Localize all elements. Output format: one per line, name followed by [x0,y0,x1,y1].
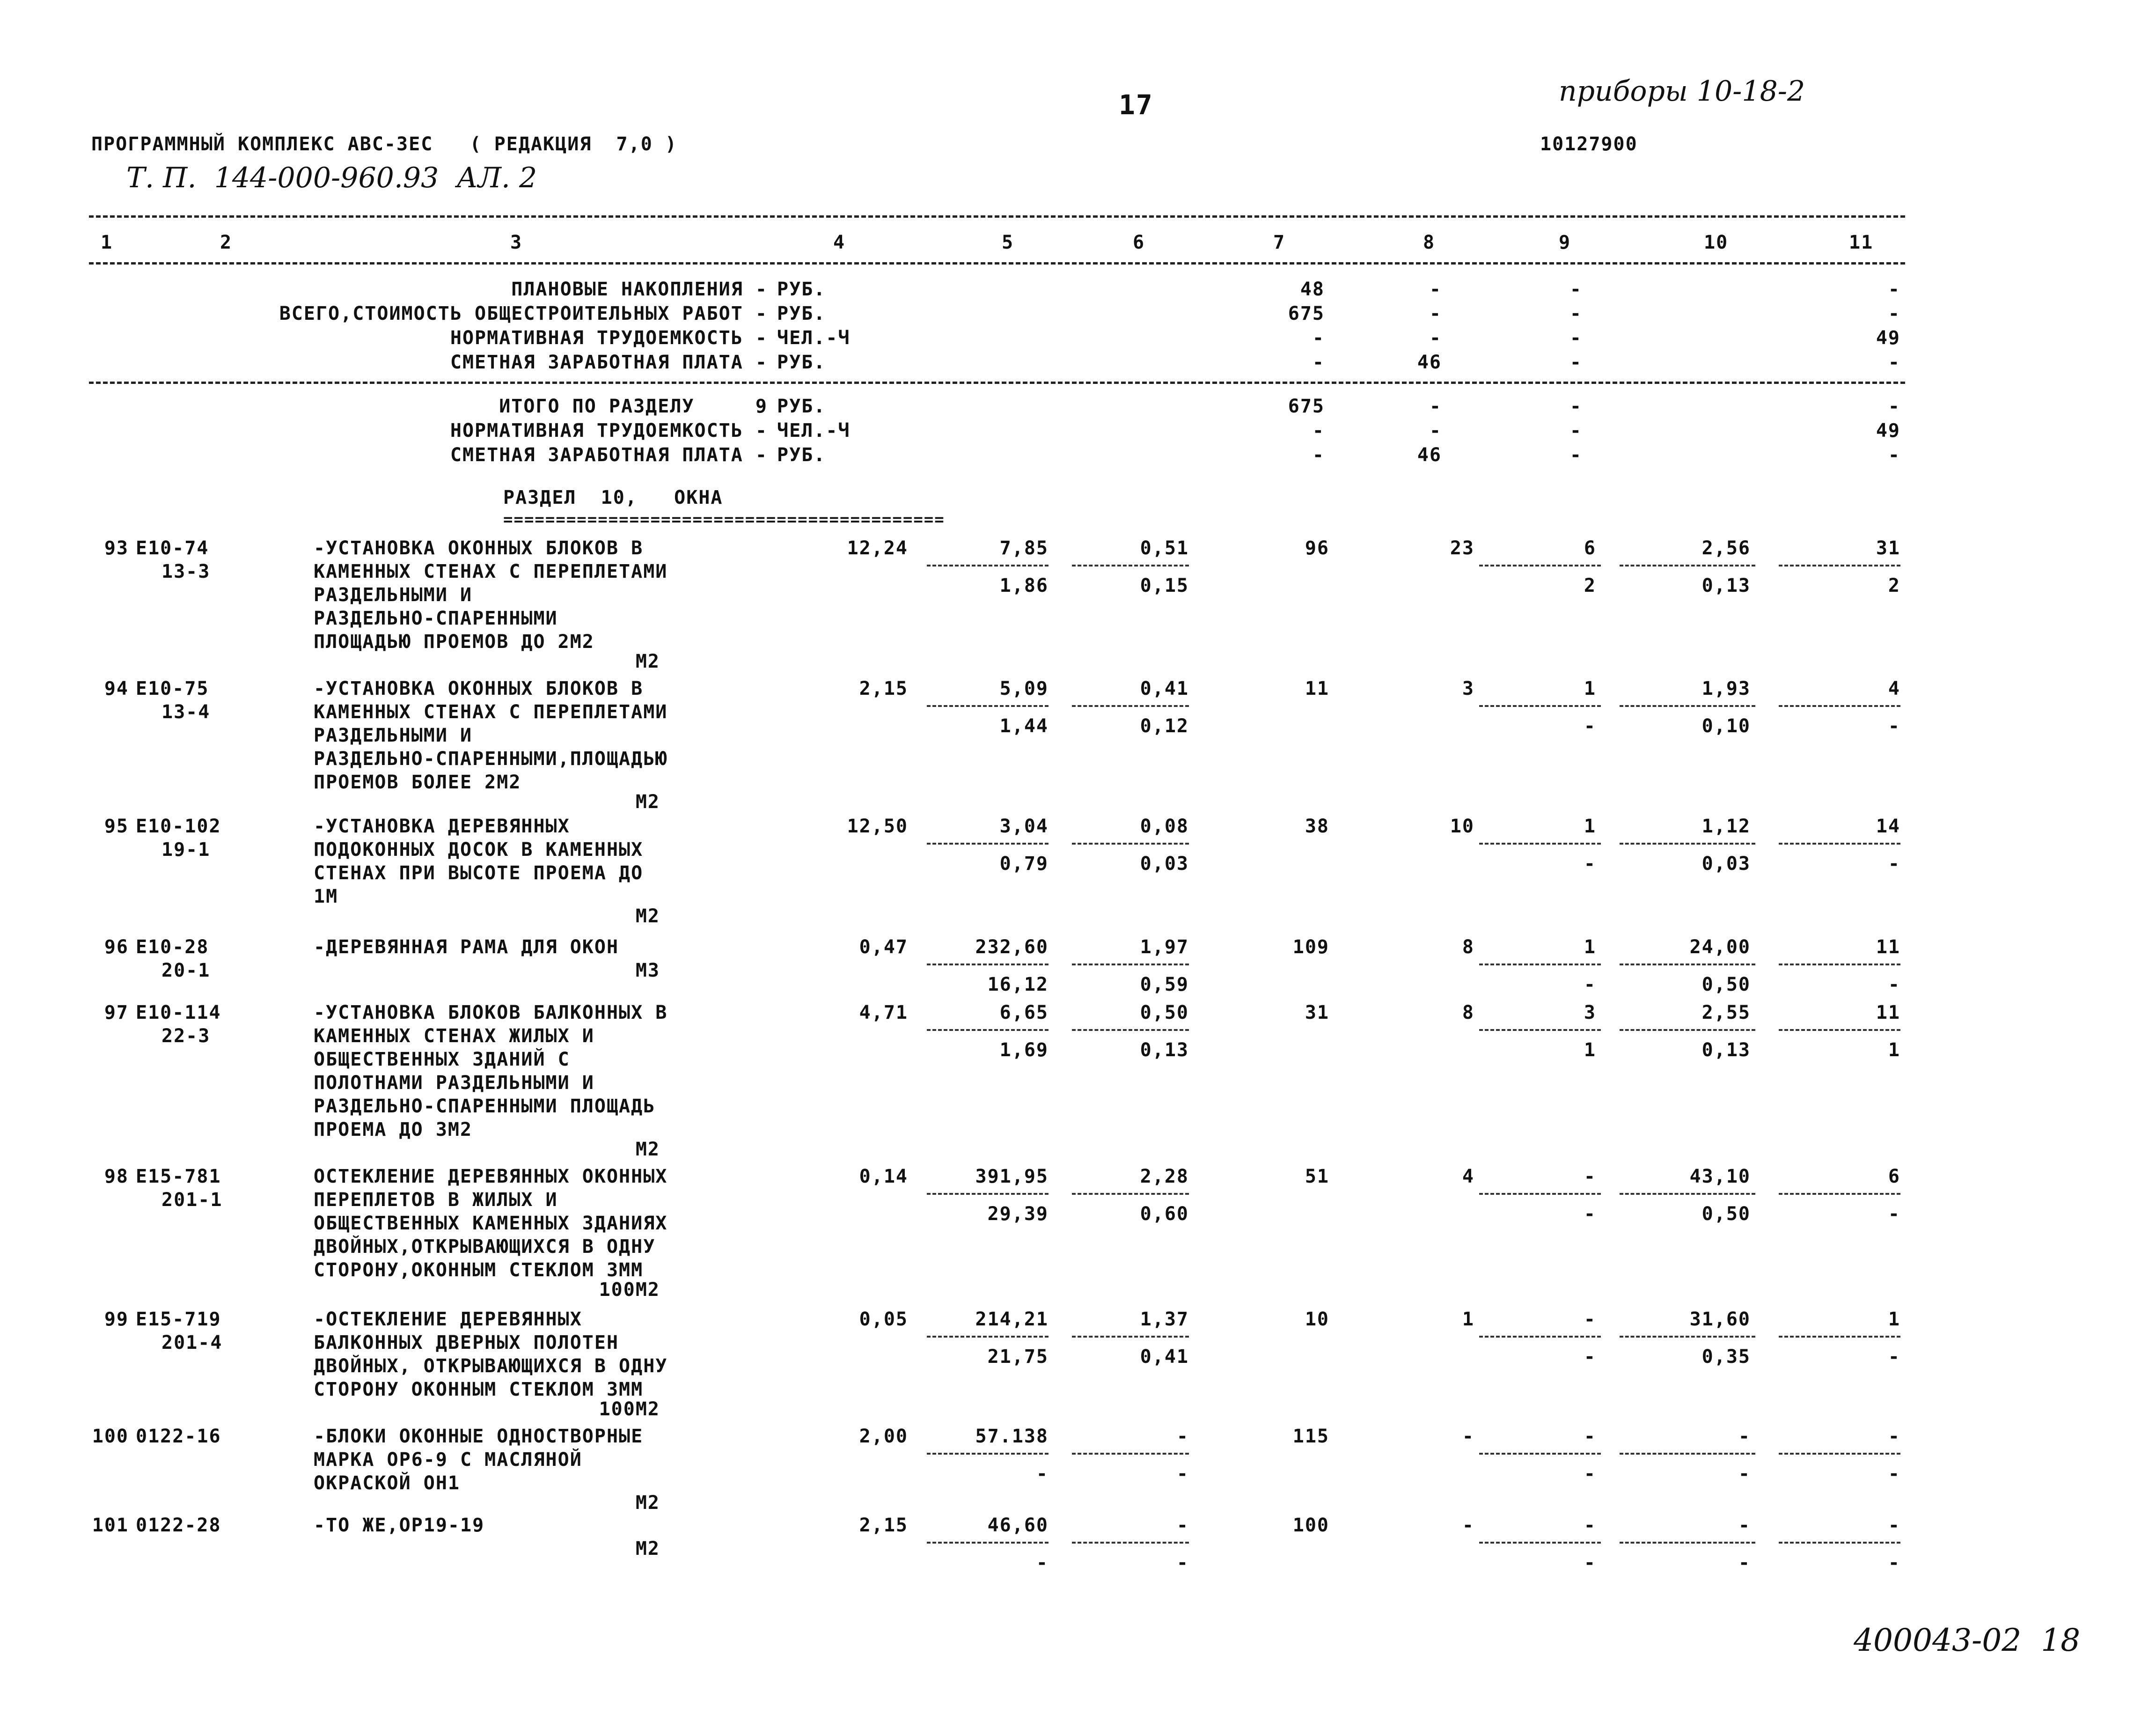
item-machine-wage: 0,60 [1140,1203,1189,1225]
item-quantity: 0,05 [859,1309,908,1330]
fraction-line [1072,964,1189,965]
item-col10-sub: 0,10 [1701,715,1751,737]
item-unit: М2 [635,1538,660,1560]
summary_section-col9: - [1569,303,1582,324]
item-unit: М3 [635,960,660,981]
item-quantity: 2,15 [859,1515,908,1536]
item-unit-wage: 1,69 [999,1039,1049,1061]
item-description-line: ПЛОЩАДЬЮ ПРОЕМОВ ДО 2М2 [314,631,594,653]
fraction-line [927,964,1049,965]
item-col9: 3 [1584,1002,1596,1023]
item-description-line: РАЗДЕЛЬНО-СПАРЕННЫМИ [314,608,558,629]
fraction-line [1779,565,1900,566]
fraction-line [1779,1336,1900,1338]
summary_section-col8: 46 [1417,352,1442,373]
item-description-line: ПЕРЕПЛЕТОВ В ЖИЛЫХ И [314,1189,558,1211]
item-col11: 11 [1876,936,1900,958]
item-code: 0122-16 [136,1426,221,1447]
item-col9: 6 [1584,537,1596,559]
item-description-line: -ОСТЕКЛЕНИЕ ДЕРЕВЯННЫХ [314,1309,582,1330]
item-col11: 4 [1888,678,1900,699]
item-unit: М2 [635,791,660,813]
total_section-label: НОРМАТИВНАЯ ТРУДОЕМКОСТЬ - [450,420,768,441]
total_section-col8: - [1429,396,1442,417]
item-machine-wage: 0,41 [1140,1346,1189,1368]
doc-code: 10127900 [1540,133,1638,155]
summary_section-unit: ЧЕЛ.-Ч [777,327,851,349]
item-col11-sub: - [1888,974,1900,995]
item-col9-sub: - [1584,1552,1596,1574]
column-number: 7 [1273,232,1286,253]
item-unit-cost: 391,95 [975,1166,1049,1187]
item-description-line: ОБЩЕСТВЕННЫХ ЗДАНИЙ С [314,1049,570,1070]
item-col9-sub: 2 [1584,575,1596,596]
total_section-col9: - [1569,420,1582,441]
item-quantity: 2,15 [859,678,908,699]
item-description-line: КАМЕННЫХ СТЕНАХ С ПЕРЕПЛЕТАМИ [314,561,668,582]
item-col8: 4 [1462,1166,1474,1187]
item-col11-sub: - [1888,715,1900,737]
item-col8: 8 [1462,936,1474,958]
item-col11-sub: - [1888,1203,1900,1225]
summary_section-col8: - [1429,303,1442,324]
item-col10: 2,55 [1701,1002,1751,1023]
item-col9: - [1584,1515,1596,1536]
summary_section-unit: РУБ. [777,303,826,324]
item-col10: - [1738,1515,1751,1536]
item-unit-cost: 57.138 [975,1426,1049,1447]
column-number: 6 [1133,232,1145,253]
item-col9: - [1584,1426,1596,1447]
item-unit: М2 [635,651,660,672]
fraction-line [927,1542,1049,1544]
item-machine-cost: 1,97 [1140,936,1189,958]
fraction-line [927,843,1049,845]
item-code: Е10-28 [136,936,209,958]
item-description-line: ДВОЙНЫХ, ОТКРЫВАЮЩИХСЯ В ОДНУ [314,1355,668,1377]
summary_section-unit: РУБ. [777,352,826,373]
item-col11-sub: - [1888,1463,1900,1485]
summary_section-col11: - [1888,303,1900,324]
summary_section-col8: - [1429,327,1442,349]
item-unit: 100М2 [599,1398,660,1420]
item-unit-wage: 1,86 [999,575,1049,596]
item-code: Е15-781 [136,1166,221,1187]
item-code: 0122-28 [136,1515,221,1536]
total_section-col8: - [1429,420,1442,441]
item-total-cost: 31 [1305,1002,1329,1023]
fraction-line [1620,843,1755,845]
column-number: 9 [1559,232,1571,253]
fraction-line [927,1029,1049,1031]
column-number: 11 [1849,232,1874,253]
fraction-line [1620,705,1755,707]
item-col10: 1,93 [1701,678,1751,699]
total_section-unit: РУБ. [777,444,826,466]
item-quantity: 2,00 [859,1426,908,1447]
item-col11: 1 [1888,1309,1900,1330]
item-unit-cost: 5,09 [999,678,1049,699]
column-number: 2 [220,232,233,253]
item-description-line: ПРОЕМОВ БОЛЕЕ 2М2 [314,772,521,793]
tp-line: Т. П. 144-000-960.93 АЛ. 2 [126,162,537,194]
item-col10: 24,00 [1689,936,1751,958]
summary_section-col11: 49 [1876,327,1900,349]
header-rule-bottom [89,262,1905,265]
fraction-line [1779,1193,1900,1195]
summary_section-col7: 48 [1300,279,1325,300]
total_section-label: СМЕТНАЯ ЗАРАБОТНАЯ ПЛАТА - [450,444,768,466]
item-unit-wage: 21,75 [987,1346,1049,1368]
fraction-line [927,1453,1049,1455]
item-description-line: СТОРОНУ,ОКОННЫМ СТЕКЛОМ 3ММ [314,1259,644,1281]
fraction-line [1072,1336,1189,1338]
item-quantity: 12,50 [847,816,908,837]
fraction-line [1072,1029,1189,1031]
item-machine-wage: 0,59 [1140,974,1189,995]
fraction-line [1779,843,1900,845]
item-description-line: ОКРАСКОЙ ОН1 [314,1472,460,1494]
item-quantity: 0,47 [859,936,908,958]
item-col9: 1 [1584,816,1596,837]
program-line: ПРОГРАММНЫЙ КОМПЛЕКС АВС-3ЕС ( РЕДАКЦИЯ 7,0 ) [91,133,677,155]
summary_section-col9: - [1569,279,1582,300]
item-col8: - [1462,1426,1474,1447]
summary_section-label: ВСЕГО,СТОИМОСТЬ ОБЩЕСТРОИТЕЛЬНЫХ РАБОТ - [279,303,768,324]
item-code: Е10-102 [136,816,221,837]
item-col10: 1,12 [1701,816,1751,837]
item-col8: 8 [1462,1002,1474,1023]
item-quantity: 4,71 [859,1002,908,1023]
fraction-line [1072,1193,1189,1195]
item-col10: 43,10 [1689,1166,1751,1187]
item-machine-cost: 0,50 [1140,1002,1189,1023]
item-description-line: БАЛКОННЫХ ДВЕРНЫХ ПОЛОТЕН [314,1332,619,1354]
item-unit-wage: - [1036,1463,1049,1485]
item-unit: М2 [635,1492,660,1514]
item-col8: 1 [1462,1309,1474,1330]
item-machine-cost: - [1176,1426,1189,1447]
item-col9: - [1584,1309,1596,1330]
summary_section-col8: - [1429,279,1442,300]
summary_section-col7: 675 [1288,303,1325,324]
summary-rule [89,382,1905,384]
item-col9-sub: - [1584,1346,1596,1368]
fraction-line [1479,843,1601,845]
item-col9-sub: - [1584,1203,1596,1225]
item-number: 100 [92,1426,129,1447]
item-number: 99 [104,1309,129,1330]
item-col11: 31 [1876,537,1900,559]
fraction-line [1620,1453,1755,1455]
section-underline: ========================================== [503,510,945,529]
fraction-line [1479,1193,1601,1195]
fraction-line [1072,1542,1189,1544]
section-title: РАЗДЕЛ 10, ОКНА [503,487,723,508]
item-description-line: КАМЕННЫХ СТЕНАХ ЖИЛЫХ И [314,1025,594,1047]
item-machine-wage: 0,03 [1140,853,1189,875]
item-col10-sub: - [1738,1552,1751,1574]
total_section-col8: 46 [1417,444,1442,466]
total_section-col7: - [1312,420,1325,441]
total_section-col11: - [1888,444,1900,466]
item-description-line: МАРКА ОР6-9 С МАСЛЯНОЙ [314,1449,582,1471]
item-col10-sub: 0,03 [1701,853,1751,875]
item-machine-cost: 1,37 [1140,1309,1189,1330]
item-total-cost: 109 [1292,936,1329,958]
item-unit-cost: 214,21 [975,1309,1049,1330]
item-col8: - [1462,1515,1474,1536]
fraction-line [1779,1542,1900,1544]
item-unit-wage: - [1036,1552,1049,1574]
item-description-line: -УСТАНОВКА ОКОННЫХ БЛОКОВ В [314,678,644,699]
fraction-line [1620,565,1755,566]
item-total-cost: 96 [1305,537,1329,559]
column-number: 3 [510,232,523,253]
item-total-cost: 38 [1305,816,1329,837]
column-number: 4 [833,232,846,253]
item-description-line: -БЛОКИ ОКОННЫЕ ОДНОСТВОРНЫЕ [314,1426,644,1447]
item-number: 97 [104,1002,129,1023]
item-col11: - [1888,1426,1900,1447]
total_section-col9: - [1569,396,1582,417]
item-unit: М2 [635,1139,660,1160]
item-description-line: ПРОЕМА ДО 3М2 [314,1119,473,1140]
item-quantity: 12,24 [847,537,908,559]
header-rule-top [89,215,1905,218]
item-machine-cost: 2,28 [1140,1166,1189,1187]
item-code-sub: 22-3 [161,1025,211,1047]
handwritten-note-top: приборы 10-18-2 [1559,75,1805,108]
summary_section-col7: - [1312,352,1325,373]
item-unit-cost: 6,65 [999,1002,1049,1023]
item-col11: 14 [1876,816,1900,837]
item-col11: 11 [1876,1002,1900,1023]
item-col11: - [1888,1515,1900,1536]
fraction-line [1479,1542,1601,1544]
item-col11: 6 [1888,1166,1900,1187]
item-description-line: -УСТАНОВКА БЛОКОВ БАЛКОННЫХ В [314,1002,668,1023]
item-description-line: -ТО ЖЕ,ОР19-19 [314,1515,485,1536]
fraction-line [927,1193,1049,1195]
item-col9-sub: 1 [1584,1039,1596,1061]
item-machine-cost: - [1176,1515,1189,1536]
item-col8: 3 [1462,678,1474,699]
item-col9-sub: - [1584,853,1596,875]
item-machine-wage: 0,15 [1140,575,1189,596]
column-number: 1 [101,232,113,253]
total_section-col11: 49 [1876,420,1900,441]
item-col10: - [1738,1426,1751,1447]
item-description-line: ПОЛОТНАМИ РАЗДЕЛЬНЫМИ И [314,1072,594,1094]
item-description-line: -УСТАНОВКА ОКОННЫХ БЛОКОВ В [314,537,644,559]
fraction-line [927,565,1049,566]
page-number: 17 [1119,89,1153,121]
item-col9-sub: - [1584,1463,1596,1485]
fraction-line [1779,1453,1900,1455]
column-number: 8 [1423,232,1436,253]
column-number: 10 [1704,232,1729,253]
item-col10-sub: 0,35 [1701,1346,1751,1368]
item-description-line: -ДЕРЕВЯННАЯ РАМА ДЛЯ ОКОН [314,936,619,958]
item-unit-cost: 3,04 [999,816,1049,837]
item-code-sub: 20-1 [161,960,211,981]
item-code-sub: 19-1 [161,839,211,861]
summary_section-col11: - [1888,352,1900,373]
item-number: 95 [104,816,129,837]
item-col11-sub: 1 [1888,1039,1900,1061]
item-col10-sub: - [1738,1463,1751,1485]
item-description-line: 1М [314,886,338,907]
fraction-line [1620,1193,1755,1195]
fraction-line [1620,1029,1755,1031]
item-col10-sub: 0,50 [1701,974,1751,995]
item-code: Е10-114 [136,1002,221,1023]
item-total-cost: 11 [1305,678,1329,699]
item-machine-wage: - [1176,1552,1189,1574]
item-description-line: ПОДОКОННЫХ ДОСОК В КАМЕННЫХ [314,839,644,861]
item-number: 96 [104,936,129,958]
fraction-line [1779,964,1900,965]
item-machine-cost: 0,51 [1140,537,1189,559]
item-description-line: ОБЩЕСТВЕННЫХ КАМЕННЫХ ЗДАНИЯХ [314,1213,668,1234]
item-number: 94 [104,678,129,699]
item-col8: 23 [1450,537,1474,559]
item-col9: - [1584,1166,1596,1187]
item-unit-wage: 16,12 [987,974,1049,995]
item-unit-wage: 0,79 [999,853,1049,875]
fraction-line [927,1336,1049,1338]
item-code: Е15-719 [136,1309,221,1330]
item-code: Е10-75 [136,678,209,699]
item-unit-cost: 46,60 [987,1515,1049,1536]
item-col10-sub: 0,50 [1701,1203,1751,1225]
total_section-unit: ЧЕЛ.-Ч [777,420,851,441]
fraction-line [1779,705,1900,707]
item-description-line: РАЗДЕЛЬНЫМИ И [314,584,473,606]
summary_section-col9: - [1569,352,1582,373]
item-description-line: СТОРОНУ ОКОННЫМ СТЕКЛОМ 3ММ [314,1379,644,1400]
item-description-line: РАЗДЕЛЬНЫМИ И [314,725,473,746]
total_section-unit: РУБ. [777,396,826,417]
item-code-sub: 201-4 [161,1332,223,1354]
item-col11-sub: - [1888,1346,1900,1368]
item-col11-sub: - [1888,853,1900,875]
item-unit-cost: 232,60 [975,936,1049,958]
summary_section-label: НОРМАТИВНАЯ ТРУДОЕМКОСТЬ - [450,327,768,349]
fraction-line [1479,705,1601,707]
item-description-line: РАЗДЕЛЬНО-СПАРЕННЫМИ,ПЛОЩАДЬЮ [314,748,668,770]
fraction-line [1479,964,1601,965]
item-col10-sub: 0,13 [1701,1039,1751,1061]
item-description-line: -УСТАНОВКА ДЕРЕВЯННЫХ [314,816,570,837]
item-machine-wage: 0,13 [1140,1039,1189,1061]
item-code-sub: 201-1 [161,1189,223,1211]
summary_section-label: ПЛАНОВЫЕ НАКОПЛЕНИЯ - [511,279,768,300]
item-unit: 100М2 [599,1279,660,1301]
total_section-label: ИТОГО ПО РАЗДЕЛУ 9 [499,396,768,417]
summary_section-col7: - [1312,327,1325,349]
item-unit-cost: 7,85 [999,537,1049,559]
item-col10: 31,60 [1689,1309,1751,1330]
item-machine-cost: 0,08 [1140,816,1189,837]
item-col10-sub: 0,13 [1701,575,1751,596]
total_section-col7: 675 [1288,396,1325,417]
item-col9: 1 [1584,936,1596,958]
item-col9-sub: - [1584,974,1596,995]
summary_section-col11: - [1888,279,1900,300]
item-col10: 2,56 [1701,537,1751,559]
item-col8: 10 [1450,816,1474,837]
fraction-line [1072,1453,1189,1455]
item-description-line: ДВОЙНЫХ,ОТКРЫВАЮЩИХСЯ В ОДНУ [314,1236,656,1258]
summary_section-col9: - [1569,327,1582,349]
item-quantity: 0,14 [859,1166,908,1187]
item-machine-wage: 0,12 [1140,715,1189,737]
fraction-line [1779,1029,1900,1031]
fraction-line [1620,1336,1755,1338]
summary_section-unit: РУБ. [777,279,826,300]
fraction-line [1479,1029,1601,1031]
item-description-line: РАЗДЕЛЬНО-СПАРЕННЫМИ ПЛОЩАДЬ [314,1096,656,1117]
item-col11-sub: - [1888,1552,1900,1574]
fraction-line [1072,705,1189,707]
item-unit-wage: 29,39 [987,1203,1049,1225]
item-total-cost: 100 [1292,1515,1329,1536]
item-code-sub: 13-3 [161,561,211,582]
total_section-col9: - [1569,444,1582,466]
item-unit-wage: 1,44 [999,715,1049,737]
item-description-line: КАМЕННЫХ СТЕНАХ С ПЕРЕПЛЕТАМИ [314,701,668,723]
total_section-col7: - [1312,444,1325,466]
item-number: 98 [104,1166,129,1187]
item-col9: 1 [1584,678,1596,699]
item-col11-sub: 2 [1888,575,1900,596]
item-unit: М2 [635,905,660,927]
item-code-sub: 13-4 [161,701,211,723]
handwritten-note-bottom: 400043-02 18 [1854,1622,2081,1658]
fraction-line [1620,1542,1755,1544]
total_section-col11: - [1888,396,1900,417]
fraction-line [1072,565,1189,566]
item-number: 93 [104,537,129,559]
item-description-line: СТЕНАХ ПРИ ВЫСОТЕ ПРОЕМА ДО [314,862,644,884]
column-number: 5 [1002,232,1014,253]
summary_section-label: СМЕТНАЯ ЗАРАБОТНАЯ ПЛАТА - [450,352,768,373]
item-machine-wage: - [1176,1463,1189,1485]
fraction-line [1479,565,1601,566]
fraction-line [1479,1336,1601,1338]
item-machine-cost: 0,41 [1140,678,1189,699]
item-number: 101 [92,1515,129,1536]
fraction-line [1072,843,1189,845]
item-total-cost: 115 [1292,1426,1329,1447]
item-col9-sub: - [1584,715,1596,737]
item-total-cost: 10 [1305,1309,1329,1330]
fraction-line [1479,1453,1601,1455]
fraction-line [927,705,1049,707]
item-code: Е10-74 [136,537,209,559]
item-description-line: ОСТЕКЛЕНИЕ ДЕРЕВЯННЫХ ОКОННЫХ [314,1166,668,1187]
item-total-cost: 51 [1305,1166,1329,1187]
fraction-line [1620,964,1755,965]
